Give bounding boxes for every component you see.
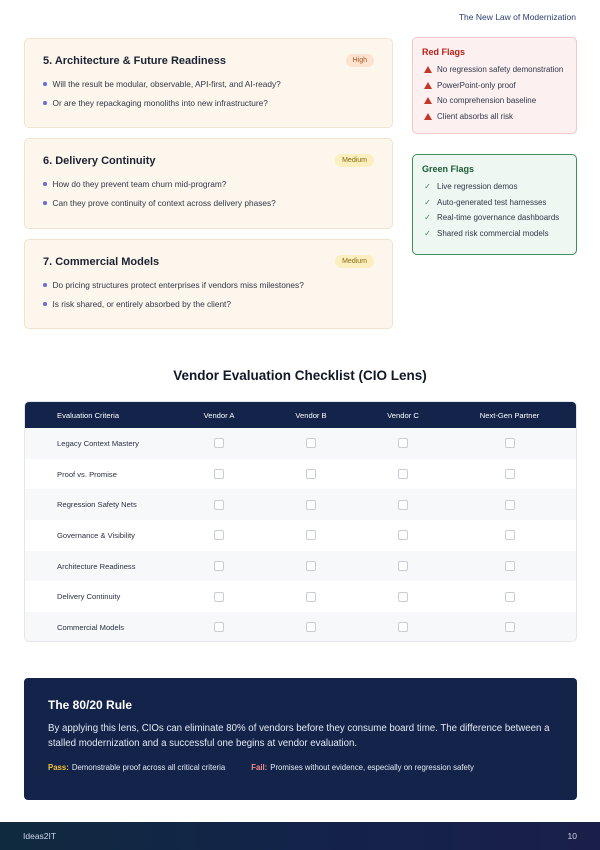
bullet-dot-icon xyxy=(43,201,47,205)
green-flag-item: ✓ Live regression demos xyxy=(422,182,567,191)
warning-icon xyxy=(424,66,432,73)
vendor-b-checkbox[interactable] xyxy=(306,438,316,448)
red-flags-panel xyxy=(412,37,577,134)
column-header: Evaluation Criteria xyxy=(57,410,120,420)
card-title: 7. Commercial Models xyxy=(43,255,160,268)
criteria-label: Regression Safety Nets xyxy=(57,500,137,510)
list-item: Will the result be modular, observable, API-first, and AI-ready? xyxy=(43,79,374,89)
vendor-a-checkbox[interactable] xyxy=(214,469,224,479)
green-flags-title: Green Flags xyxy=(422,164,475,174)
criteria-label: Proof vs. Promise xyxy=(57,469,117,479)
table-row xyxy=(25,581,576,612)
vendor-b-checkbox[interactable] xyxy=(306,469,316,479)
check-icon: ✓ xyxy=(424,197,431,207)
bullet-dot-icon xyxy=(43,302,47,306)
vendor-c-checkbox[interactable] xyxy=(398,592,408,602)
vendor-a-checkbox[interactable] xyxy=(214,530,224,540)
table-header xyxy=(25,402,576,428)
rule-criteria xyxy=(48,763,553,772)
bullet-dot-icon xyxy=(43,182,47,186)
pass-criteria xyxy=(48,763,225,772)
rule-text: By applying this lens, CIOs can eliminate 80% of vendors before they consume board time. The difference between a stalled modernization and a successful one begins at vendor evaluation. xyxy=(48,723,550,749)
column-header: Vendor C xyxy=(387,410,419,420)
pass-label: Pass: xyxy=(48,763,69,772)
criteria-card-delivery xyxy=(24,138,393,229)
table-row xyxy=(25,459,576,490)
next-gen-partner-checkbox[interactable] xyxy=(505,500,515,510)
vendor-b-checkbox[interactable] xyxy=(306,622,316,632)
priority-badge: Medium xyxy=(335,255,374,268)
criteria-label: Governance & Visibility xyxy=(57,530,135,540)
red-flag-item: Client absorbs all risk xyxy=(422,112,567,121)
criteria-label: Delivery Continuity xyxy=(57,592,121,602)
table-row xyxy=(25,612,576,642)
green-flag-item: ✓ Shared risk commercial models xyxy=(422,229,567,238)
bullet-dot-icon xyxy=(43,283,47,287)
bullet-dot-icon xyxy=(43,82,47,86)
next-gen-partner-checkbox[interactable] xyxy=(505,530,515,540)
vendor-checklist-table xyxy=(24,401,577,642)
vendor-a-checkbox[interactable] xyxy=(214,622,224,632)
criteria-label: Architecture Readiness xyxy=(57,561,136,571)
header-title: The New Law of Modernization xyxy=(458,12,576,22)
vendor-c-checkbox[interactable] xyxy=(398,500,408,510)
column-header: Next-Gen Partner xyxy=(479,410,540,420)
vendor-c-checkbox[interactable] xyxy=(398,561,408,571)
next-gen-partner-checkbox[interactable] xyxy=(505,622,515,632)
next-gen-partner-checkbox[interactable] xyxy=(505,469,515,479)
bullet-dot-icon xyxy=(43,101,47,105)
pass-text: Demonstrable proof across all critical criteria xyxy=(71,763,226,772)
warning-icon xyxy=(424,113,432,120)
next-gen-partner-checkbox[interactable] xyxy=(505,438,515,448)
vendor-b-checkbox[interactable] xyxy=(306,500,316,510)
list-item: Do pricing structures protect enterprises if vendors miss milestones? xyxy=(43,280,374,290)
rule-callout xyxy=(24,678,577,800)
criteria-label: Legacy Context Mastery xyxy=(57,438,139,448)
list-item: Is risk shared, or entirely absorbed by the client? xyxy=(43,299,374,309)
vendor-b-checkbox[interactable] xyxy=(306,561,316,571)
check-icon: ✓ xyxy=(424,213,431,222)
fail-label: Fail: xyxy=(251,763,268,772)
list-item: Or are they repackaging monoliths into new infrastructure? xyxy=(43,98,374,108)
column-header: Vendor A xyxy=(203,410,235,420)
criteria-label: Commercial Models xyxy=(57,622,125,632)
footer-brand: Ideas2IT xyxy=(23,831,57,841)
warning-icon xyxy=(424,97,432,104)
list-item: Can they prove continuity of context across delivery phases? xyxy=(43,198,374,208)
next-gen-partner-checkbox[interactable] xyxy=(505,561,515,571)
checklist-title: Vendor Evaluation Checklist (CIO Lens) xyxy=(173,368,427,383)
list-item: How do they prevent team churn mid-program? xyxy=(43,179,374,189)
priority-badge: High xyxy=(346,54,374,67)
card-title: 5. Architecture & Future Readiness xyxy=(43,54,226,67)
check-icon: ✓ xyxy=(424,182,431,191)
table-row xyxy=(25,520,576,551)
card-title: 6. Delivery Continuity xyxy=(43,154,156,167)
vendor-a-checkbox[interactable] xyxy=(214,500,224,510)
green-flag-item: ✓ Auto-generated test harnesses xyxy=(422,198,567,207)
green-flags-panel xyxy=(412,154,577,255)
page-footer xyxy=(0,822,600,850)
warning-icon xyxy=(424,82,432,89)
vendor-c-checkbox[interactable] xyxy=(398,622,408,632)
next-gen-partner-checkbox[interactable] xyxy=(505,592,515,602)
red-flag-item: PowerPoint-only proof xyxy=(422,81,567,90)
page-number: 10 xyxy=(567,831,577,841)
table-row xyxy=(25,489,576,520)
vendor-a-checkbox[interactable] xyxy=(214,561,224,571)
fail-criteria xyxy=(251,763,474,772)
vendor-a-checkbox[interactable] xyxy=(214,438,224,448)
table-body xyxy=(25,428,576,642)
criteria-card-architecture xyxy=(24,38,393,128)
table-row xyxy=(25,551,576,582)
red-flags-title: Red Flags xyxy=(422,47,466,57)
vendor-a-checkbox[interactable] xyxy=(214,592,224,602)
red-flag-item: No comprehension baseline xyxy=(422,96,567,105)
criteria-card-commercial xyxy=(24,239,393,329)
vendor-b-checkbox[interactable] xyxy=(306,530,316,540)
vendor-b-checkbox[interactable] xyxy=(306,592,316,602)
vendor-c-checkbox[interactable] xyxy=(398,469,408,479)
table-row xyxy=(25,428,576,459)
fail-text: Promises without evidence, especially on regression safety xyxy=(270,763,474,772)
check-icon: ✓ xyxy=(424,228,431,238)
vendor-c-checkbox[interactable] xyxy=(398,530,408,540)
red-flag-item: No regression safety demonstration xyxy=(422,65,567,74)
column-header: Vendor B xyxy=(295,410,327,420)
rule-title: The 80/20 Rule xyxy=(48,698,133,712)
priority-badge: Medium xyxy=(335,154,374,167)
vendor-c-checkbox[interactable] xyxy=(398,438,408,448)
green-flag-item: ✓ Real-time governance dashboards xyxy=(422,213,567,222)
